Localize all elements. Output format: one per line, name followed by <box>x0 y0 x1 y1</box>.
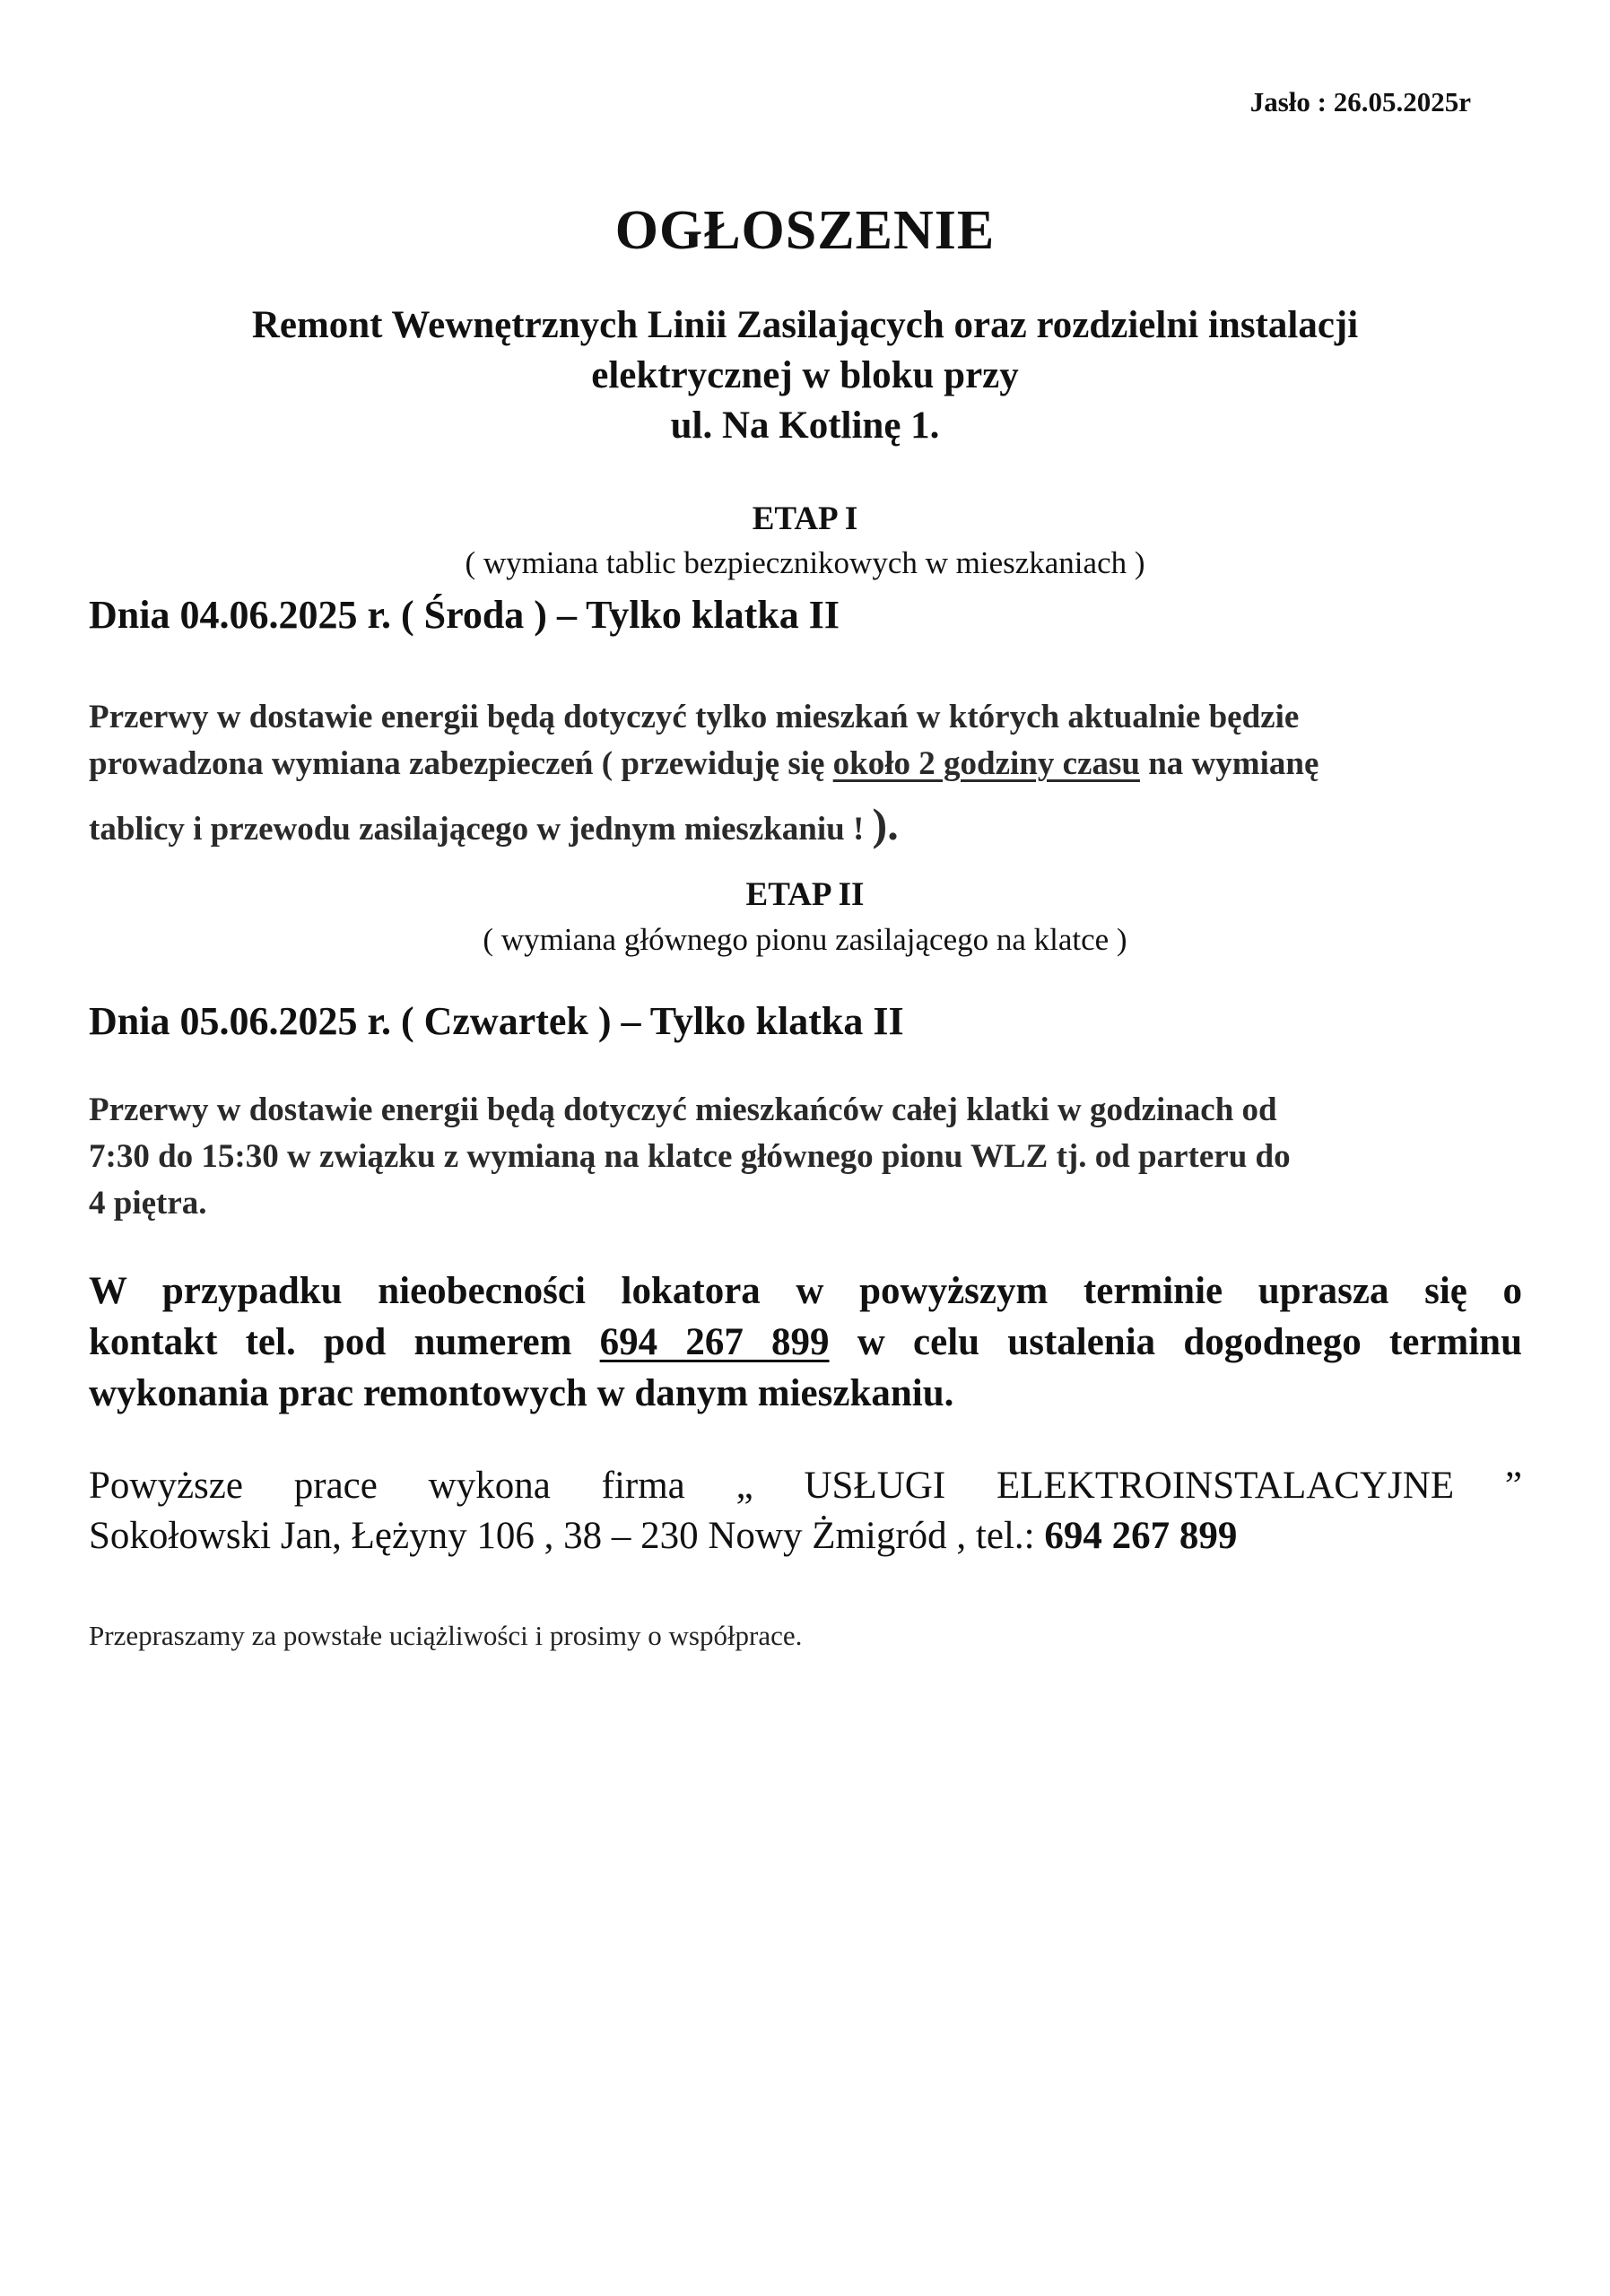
footer-apology: Przepraszamy za powstałe uciążliwości i prosimy o współprace. <box>89 1620 803 1651</box>
contact-line2-start: kontakt tel. pod numerem <box>89 1321 600 1363</box>
document-date: Jasło : 26.05.2025r <box>1249 86 1471 117</box>
etap1-line2-start: prowadzona wymiana zabezpieczeń ( przewiduję się <box>89 745 833 782</box>
subtitle-line-1: Remont Wewnętrznych Linii Zasilających oraz rozdzielni instalacji <box>251 304 1359 346</box>
page-title: OGŁOSZENIE <box>614 200 996 261</box>
firm-line-2 <box>89 1514 1522 1558</box>
etap1-paragraph-line-3 <box>89 798 899 850</box>
etap1-description: ( wymiana tablic bezpiecznikowych w mieszkaniach ) <box>465 545 1145 580</box>
etap2-heading: ETAP II <box>745 876 865 913</box>
etap2-paragraph-line-3: 4 piętra. <box>89 1185 207 1222</box>
duration-highlight: około 2 godziny czasu <box>832 745 1140 782</box>
contact-line-2 <box>89 1320 1522 1364</box>
etap1-line2-end: na wymianę <box>1139 745 1319 782</box>
etap2-description: ( wymiana głównego pionu zasilającego na klatce ) <box>483 922 1127 957</box>
firm-line-1: Powyższe prace wykona firma „ USŁUGI ELEKTROINSTALACYJNE ” <box>89 1465 1522 1507</box>
subtitle-line-3: ul. Na Kotlinę 1. <box>670 404 940 447</box>
etap1-line3-text: tablicy i przewodu zasilającego w jednym mieszkaniu ! <box>89 811 873 848</box>
etap1-line3-end: ). <box>872 799 899 849</box>
etap1-paragraph-line-2 <box>89 744 1318 783</box>
contact-line2-end: w celu ustalenia dogodnego terminu <box>829 1321 1522 1363</box>
etap2-paragraph-line-1: Przerwy w dostawie energii będą dotyczyć mieszkańców całej klatki w godzinach od <box>89 1091 1277 1128</box>
subtitle-line-2: elektrycznej w bloku przy <box>591 354 1019 396</box>
contact-line-3: wykonania prac remontowych w danym mieszkaniu. <box>89 1372 954 1414</box>
firm-address: Sokołowski Jan, Łężyny 106 , 38 – 230 Nowy Żmigród , tel.: <box>89 1515 1045 1557</box>
etap2-paragraph-line-2: 7:30 do 15:30 w związku z wymianą na klatce głównego pionu WLZ tj. od parteru do <box>89 1138 1291 1175</box>
contact-line-1: W przypadku nieobecności lokatora w powyższym terminie uprasza się o <box>89 1270 1522 1312</box>
etap1-heading: ETAP I <box>752 500 858 537</box>
etap1-day: Dnia 04.06.2025 r. ( Środa ) – Tylko klatka II <box>89 593 840 637</box>
contact-phone: 694 267 899 <box>599 1321 830 1363</box>
etap2-day: Dnia 05.06.2025 r. ( Czwartek ) – Tylko klatka II <box>89 999 904 1043</box>
firm-phone: 694 267 899 <box>1044 1515 1238 1557</box>
etap1-paragraph-line-1: Przerwy w dostawie energii będą dotyczyć tylko mieszkań w których aktualnie będzie <box>89 699 1300 735</box>
